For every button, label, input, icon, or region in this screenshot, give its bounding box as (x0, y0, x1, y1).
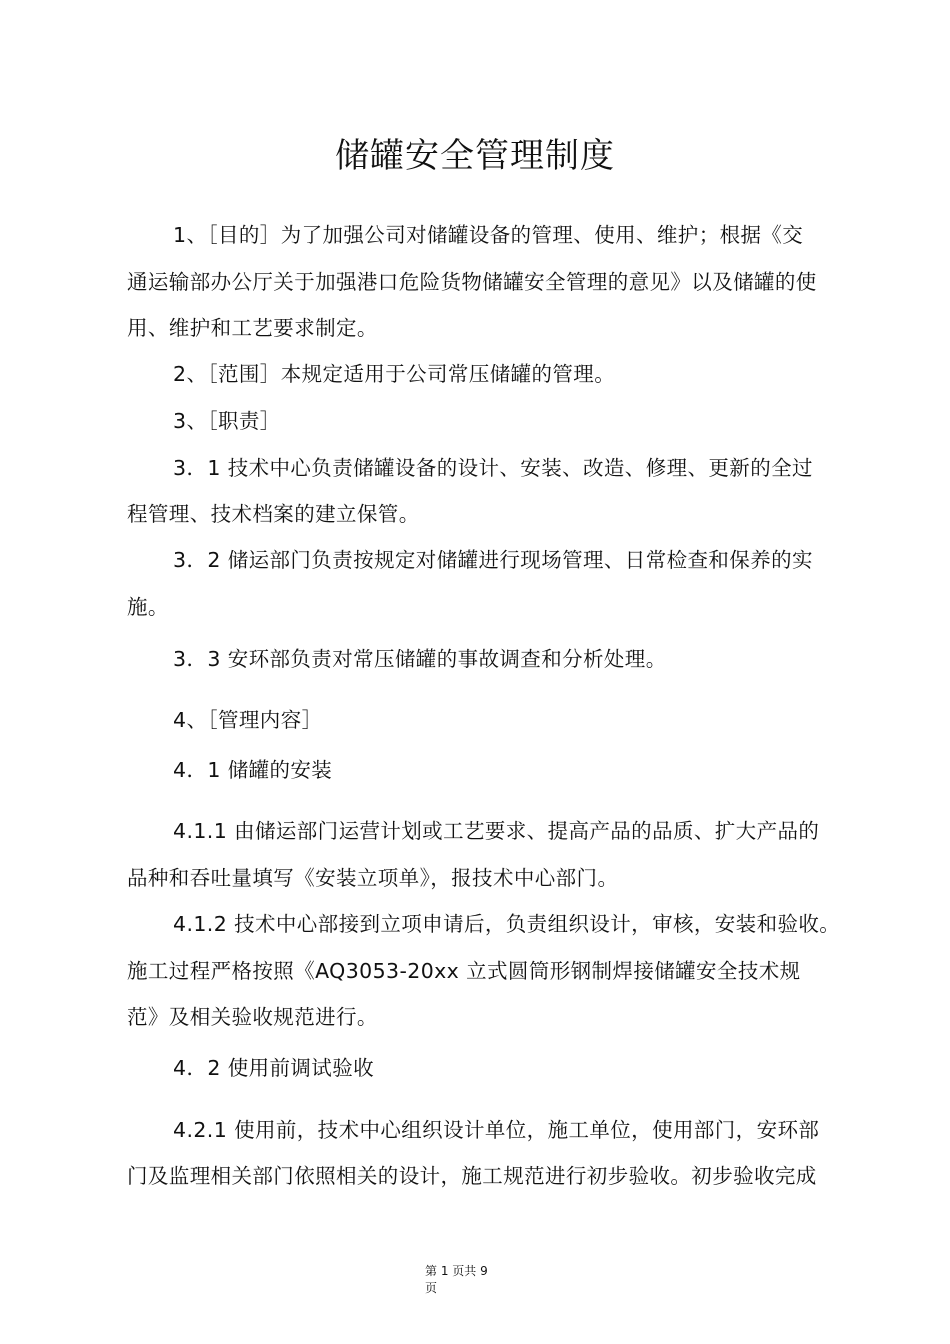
paragraph-line: 用、维护和工艺要求制定。 (127, 316, 378, 340)
page-number-continued: 页 (425, 1281, 438, 1295)
paragraph-line: 范》及相关验收规范进行。 (127, 1005, 378, 1029)
paragraph-line: 3．2 储运部门负责按规定对储罐进行现场管理、日常检查和保养的实 (173, 548, 813, 572)
paragraph-line: 通运输部办公厅关于加强港口危险货物储罐安全管理的意见》以及储罐的使 (127, 270, 817, 294)
paragraph-line: 4.1.1 由储运部门运营计划或工艺要求、提高产品的品质、扩大产品的 (173, 819, 820, 843)
paragraph-line: 4.1.2 技术中心部接到立项申请后，负责组织设计，审核，安装和验收。 (173, 912, 841, 936)
paragraph-line: 品种和吞吐量填写《安装立项单》，报技术中心部门。 (127, 866, 619, 890)
paragraph-line: 2、［范围］本规定适用于公司常压储罐的管理。 (173, 362, 616, 386)
paragraph-line: 程管理、技术档案的建立保管。 (127, 502, 420, 526)
paragraph-line: 施工过程严格按照《AQ3053-20xx 立式圆筒形钢制焊接储罐安全技术规 (127, 959, 801, 983)
paragraph-line: 4、［管理内容］ (173, 708, 323, 732)
paragraph-line: 1、［目的］为了加强公司对储罐设备的管理、使用、维护；根据《交 (173, 223, 804, 247)
paragraph-line: 4.2.1 使用前，技术中心组织设计单位，施工单位，使用部门，安环部 (173, 1118, 820, 1142)
paragraph-line: 施。 (127, 595, 169, 619)
paragraph-line: 门及监理相关部门依照相关的设计，施工规范进行初步验收。初步验收完成 (127, 1164, 817, 1188)
paragraph-line: 3、［职责］ (173, 409, 281, 433)
page-number: 第 1 页共 9 (425, 1264, 488, 1278)
paragraph-line: 4．1 储罐的安装 (173, 758, 333, 782)
paragraph-line: 4．2 使用前调试验收 (173, 1056, 375, 1080)
paragraph-line: 3．3 安环部负责对常压储罐的事故调查和分析处理。 (173, 647, 667, 671)
document-title: 储罐安全管理制度 (335, 136, 615, 176)
paragraph-line: 3．1 技术中心负责储罐设备的设计、安装、改造、修理、更新的全过 (173, 456, 813, 480)
